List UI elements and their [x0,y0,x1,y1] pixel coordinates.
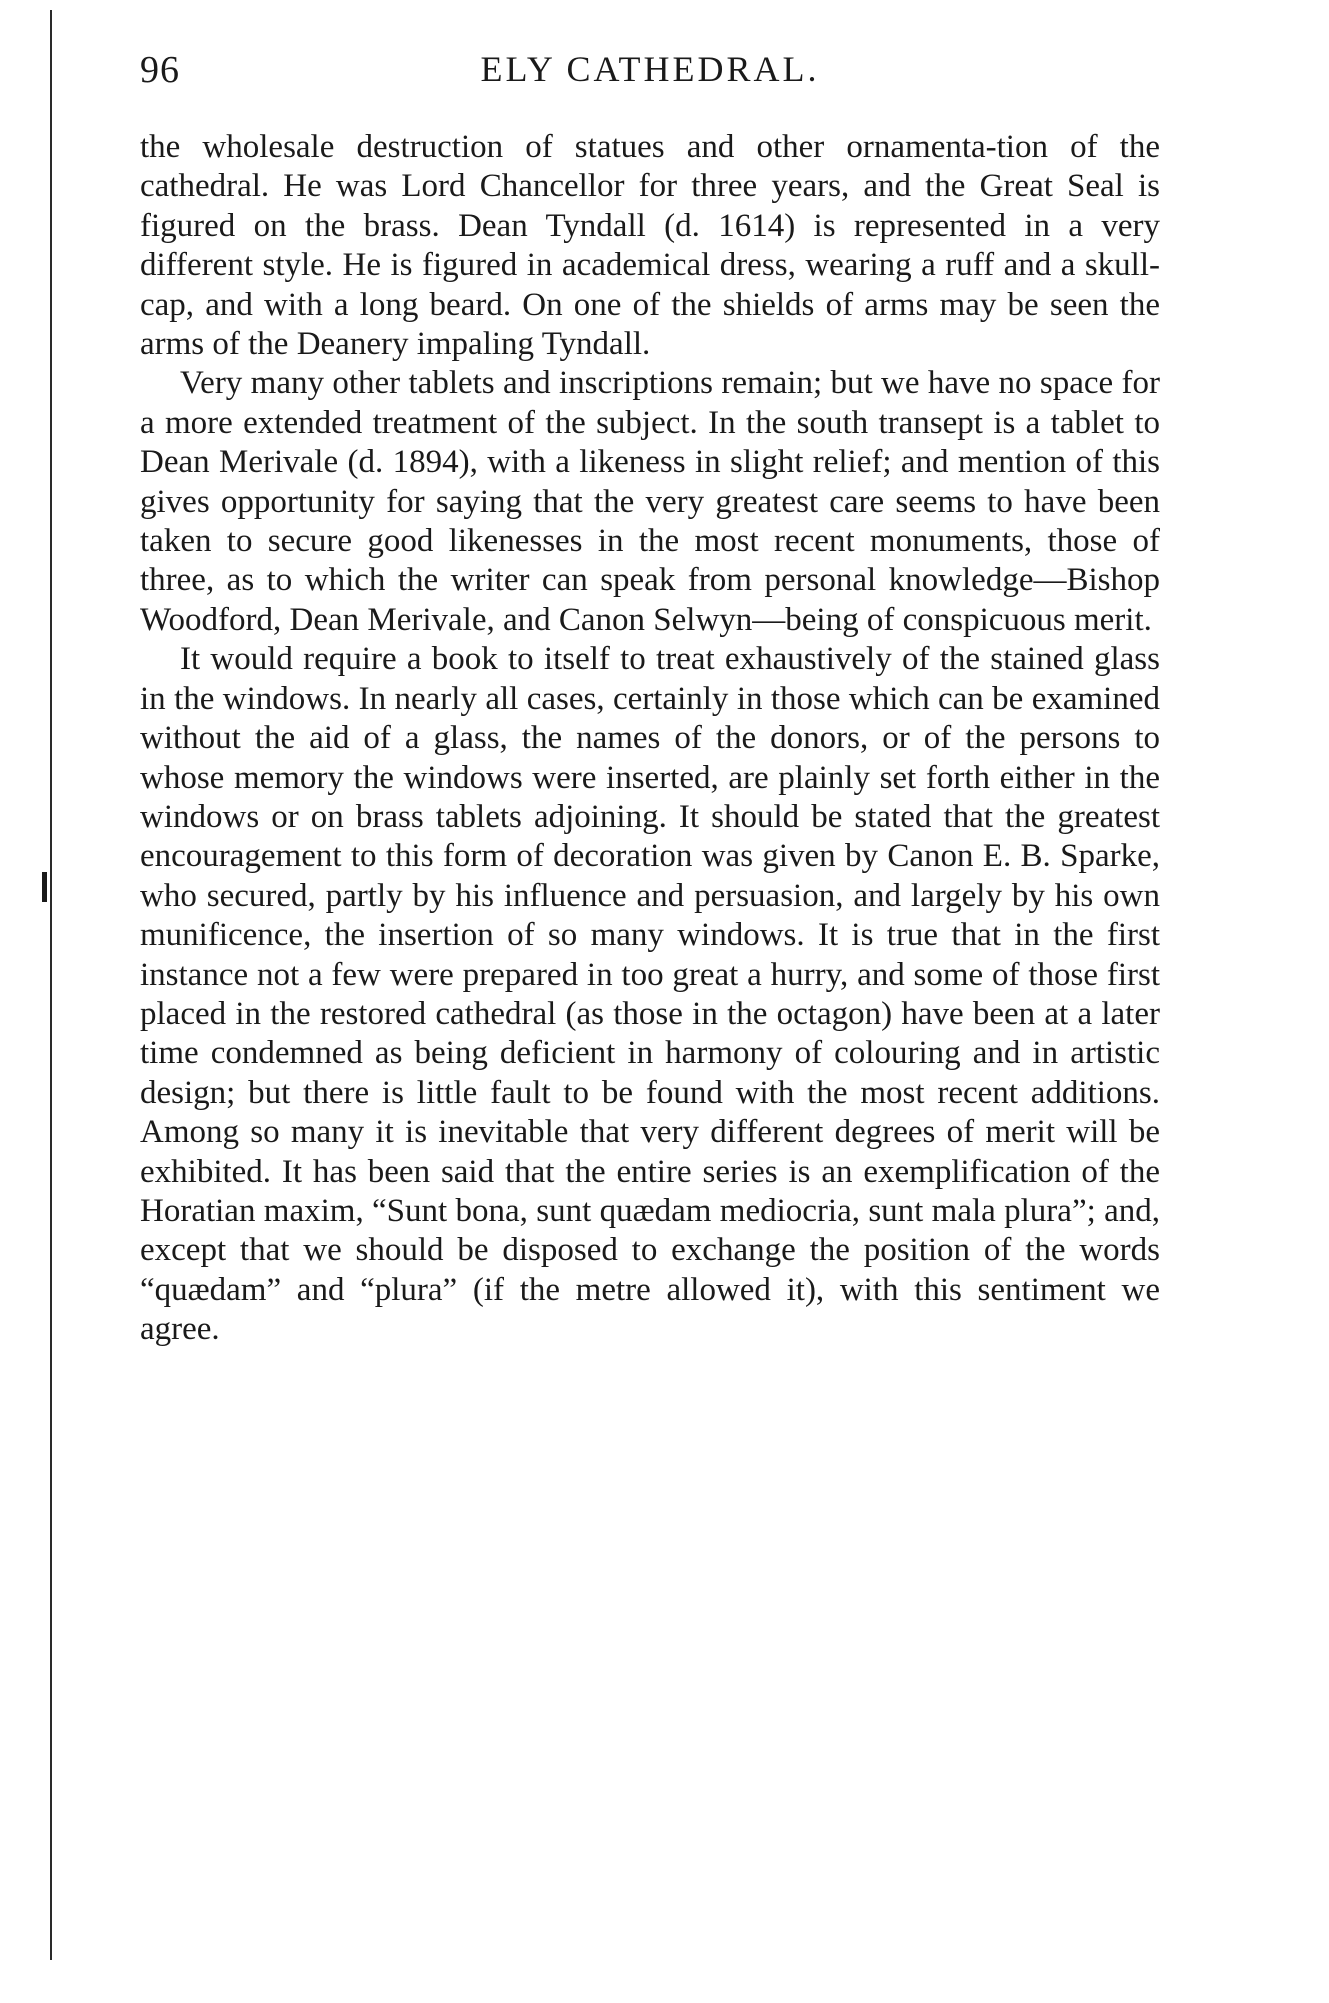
paragraph-stained-glass: It would require a book to itself to treat exhaustively of the stained glass in the windows. In nearly all cases, certainly in those which can be examined without the aid of a glass, the names of the donors, or of the persons to whose memory the windows were inserted, are plainly set forth either in the windows or on brass tablets adjoining. It should be stated that the greatest encouragement to this form of decoration was given by Canon E. B. Sparke, who secured, partly by his influence and persuasion, and largely by his own munificence, the insertion of so many windows. It is true that in the first instance not a few were prepared in too great a hurry, and some of those first placed in the restored cathedral (as those in the octagon) have been at a later time condemned as being deficient in harmony of colouring and in artistic design; but there is little fault to be found with the most recent additions. Among so many it is inevitable that very different degrees of merit will be exhibited. It has been said that the entire series is an exemplification of the Horatian maxim, “Sunt bona, sunt quædam mediocria, sunt mala plura”; and, except that we should be disposed to exchange the position of the words “quædam” and “plura” (if the metre allowed it), with this sentiment we agree. [140,641,1160,1348]
running-title: ELY CATHEDRAL. [480,49,820,89]
paragraph-continued: the wholesale destruction of statues and other ornamenta-tion of the cathedral. He was Lord Chancellor for three years, and the Great Seal is figured on the brass. Dean Tyndall (d. 1614) is represented in a very different style. He is figured in academical dress, wearing a ruff and a skull-cap, and with a long beard. On one of the shields of arms may be seen the arms of the Deanery impaling Tyndall. [140,129,1160,363]
body-text [140,128,1160,1350]
page-gutter-line [50,10,52,1960]
margin-mark [42,872,47,902]
page-header [140,48,1160,108]
paragraph-tablets: Very many other tablets and inscriptions remain; but we have no space for a more extended treatment of the subject. In the south transept is a tablet to Dean Merivale (d. 1894), with a likeness in slight relief; and mention of this gives opportunity for saying that the very greatest care seems to have been taken to secure good likenesses in the most recent monuments, those of three, as to which the writer can speak from personal knowledge—Bishop Woodford, Dean Merivale, and Canon Selwyn—being of conspicuous merit. [140,365,1160,638]
page-number: 96 [140,49,180,91]
